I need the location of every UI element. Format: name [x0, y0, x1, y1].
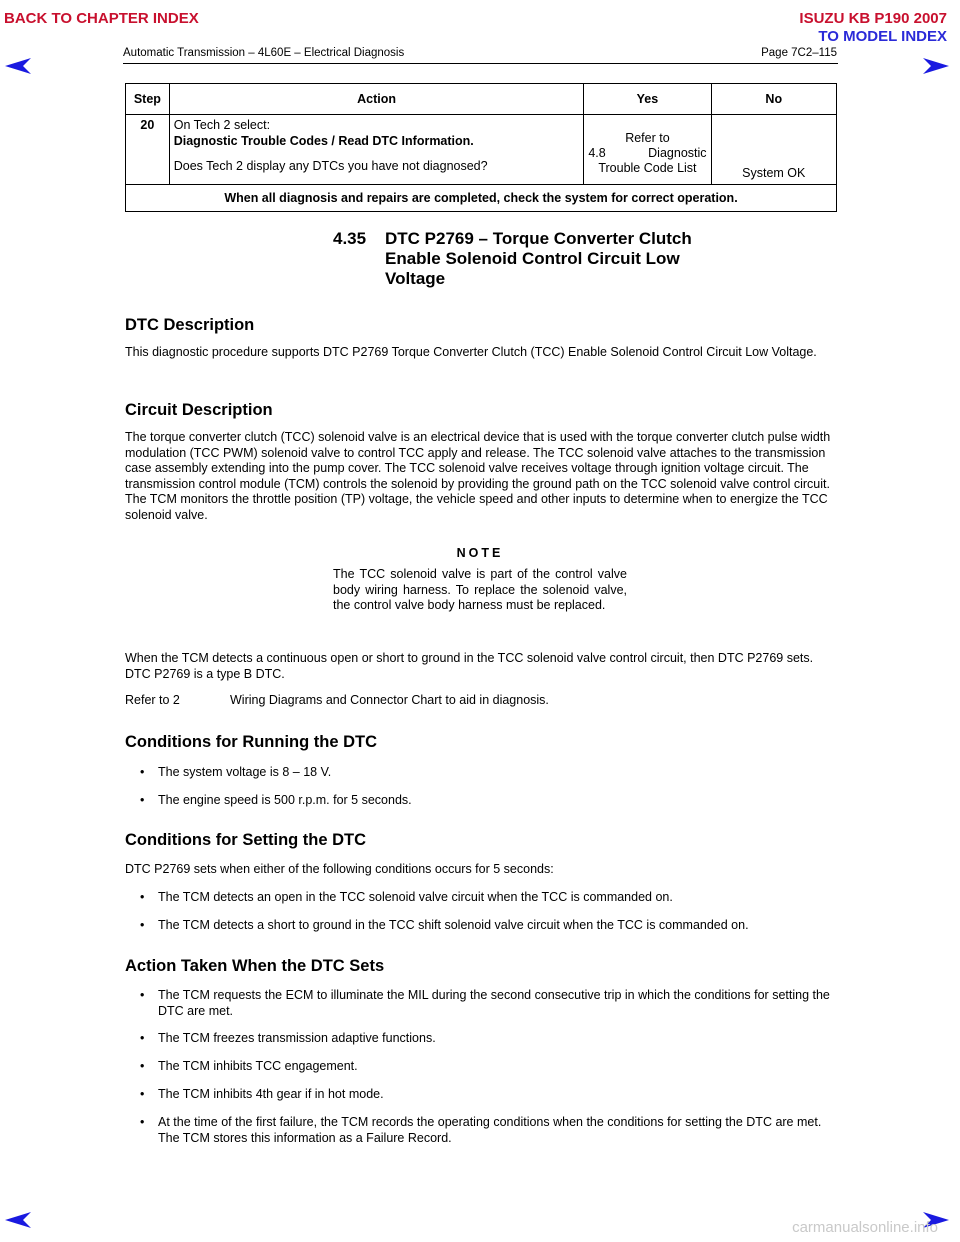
note-text: The TCC solenoid valve is part of the control valve body wiring harness. To replace the solenoid valve, the control valve body harness must be replaced.: [333, 567, 627, 613]
bullet: •: [140, 1031, 145, 1045]
table-footer-row: [126, 185, 837, 212]
header-chapter-title: Automatic Transmission – 4L60E – Electrical Diagnosis: [123, 47, 405, 59]
step-no-result: System OK: [711, 115, 836, 185]
bullet: •: [140, 918, 145, 932]
section-number: 4.35: [333, 229, 367, 248]
list-item-text: The TCM requests the ECM to illuminate the MIL during the second consecutive trip in which the conditions for setting the DTC are met.: [158, 988, 830, 1018]
yes-line: Refer to: [625, 131, 670, 145]
refer-prefix: Refer to 2: [125, 693, 180, 707]
to-model-index-link[interactable]: TO MODEL INDEX: [818, 28, 947, 45]
conditions-setting-intro: DTC P2769 sets when either of the following conditions occurs for 5 seconds:: [125, 862, 554, 876]
bullet: •: [140, 1059, 145, 1073]
list-item-text: The TCM freezes transmission adaptive functions.: [158, 1031, 436, 1045]
table-row: [126, 115, 837, 185]
yes-line: Trouble Code List: [598, 161, 697, 175]
list-item-text: The TCM detects a short to ground in the TCC shift solenoid valve circuit when the TCC is commanded on.: [158, 918, 749, 932]
detection-text: When the TCM detects a continuous open or short to ground in the TCC solenoid valve control circuit, then DTC P2769 sets. DTC P2769 is a type B DTC.: [125, 651, 814, 681]
model-title-link[interactable]: ISUZU KB P190 2007: [799, 10, 947, 27]
previous-page-bottom-arrow-icon[interactable]: [4, 1210, 32, 1230]
column-header-step: Step: [126, 84, 170, 115]
step-number: 20: [126, 115, 170, 185]
bullet: •: [140, 1087, 145, 1101]
conditions-setting-heading: Conditions for Setting the DTC: [125, 831, 367, 849]
list-item-text: The TCM inhibits TCC engagement.: [158, 1059, 358, 1073]
dtc-description-text: This diagnostic procedure supports DTC P2769 Torque Converter Clutch (TCC) Enable Solenoid Control Circuit Low Voltage.: [125, 345, 817, 359]
note-heading: NOTE: [456, 546, 504, 560]
column-header-no: No: [711, 84, 836, 115]
yes-section-number: 4.8: [588, 146, 606, 160]
list-item-text: At the time of the first failure, the TCM records the operating conditions when the conditions for setting the DTC are met. The TCM stores this information as a Failure Record.: [158, 1115, 822, 1145]
column-header-yes: Yes: [584, 84, 711, 115]
bullet: •: [140, 988, 145, 1002]
list-item-text: The TCM detects an open in the TCC solenoid valve circuit when the TCC is commanded on.: [158, 890, 673, 904]
bullet: •: [140, 793, 145, 807]
list-item-text: The TCM inhibits 4th gear if in hot mode.: [158, 1087, 384, 1101]
dtc-description-heading: DTC Description: [125, 316, 255, 334]
list-item-text: The engine speed is 500 r.p.m. for 5 seconds.: [158, 793, 412, 807]
circuit-description-heading: Circuit Description: [125, 401, 273, 419]
header-rule: [123, 63, 838, 64]
bullet: •: [140, 765, 145, 779]
column-header-action: Action: [169, 84, 584, 115]
next-page-arrow-icon[interactable]: [922, 56, 950, 76]
table-header-row: [126, 84, 837, 115]
header-page-number: Page 7C2–115: [761, 47, 837, 59]
refer-link-text[interactable]: Wiring Diagrams and Connector Chart to aid in diagnosis.: [230, 693, 549, 707]
step-yes-result: [584, 115, 711, 185]
section-title-line: Voltage: [385, 269, 446, 288]
refer-line: [125, 693, 835, 709]
yes-line: [588, 146, 706, 161]
diagnostic-step-table: [125, 83, 837, 212]
yes-section-name: Diagnostic: [648, 146, 707, 160]
list-item-text: The system voltage is 8 – 18 V.: [158, 765, 332, 779]
back-to-chapter-index-link[interactable]: BACK TO CHAPTER INDEX: [4, 10, 199, 27]
watermark: carmanualsonline.info: [792, 1219, 938, 1236]
previous-page-arrow-icon[interactable]: [4, 56, 32, 76]
conditions-running-heading: Conditions for Running the DTC: [125, 733, 378, 751]
action-taken-heading: Action Taken When the DTC Sets: [125, 957, 385, 975]
action-line: On Tech 2 select:: [173, 118, 271, 132]
step-action: [169, 115, 584, 185]
table-footer-note: When all diagnosis and repairs are completed, check the system for correct operation.: [126, 185, 837, 212]
section-title-line: DTC P2769 – Torque Converter Clutch: [385, 229, 692, 248]
action-question: Does Tech 2 display any DTCs you have not diagnosed?: [173, 159, 488, 173]
circuit-description-text: The torque converter clutch (TCC) solenoid valve is an electrical device that is used with the torque converter clutch pulse width modulation (TCC PWM) solenoid valve to control TCC apply and release. The TCC solenoid valve attaches to the transmission case assembly extending into the pump cover. The TCC solenoid valve receives voltage through ignition voltage circuit. The transmission control module (TCM) controls the solenoid by providing the ground path on the TCC solenoid valve control circuit. The TCM monitors the throttle position (TP) voltage, the vehicle speed and other inputs to determine when to energize the TCC solenoid valve.: [125, 430, 831, 522]
section-title-line: Enable Solenoid Control Circuit Low: [385, 249, 680, 268]
bullet: •: [140, 1115, 145, 1129]
action-menu-path: Diagnostic Trouble Codes / Read DTC Information.: [173, 133, 474, 148]
bullet: •: [140, 890, 145, 904]
